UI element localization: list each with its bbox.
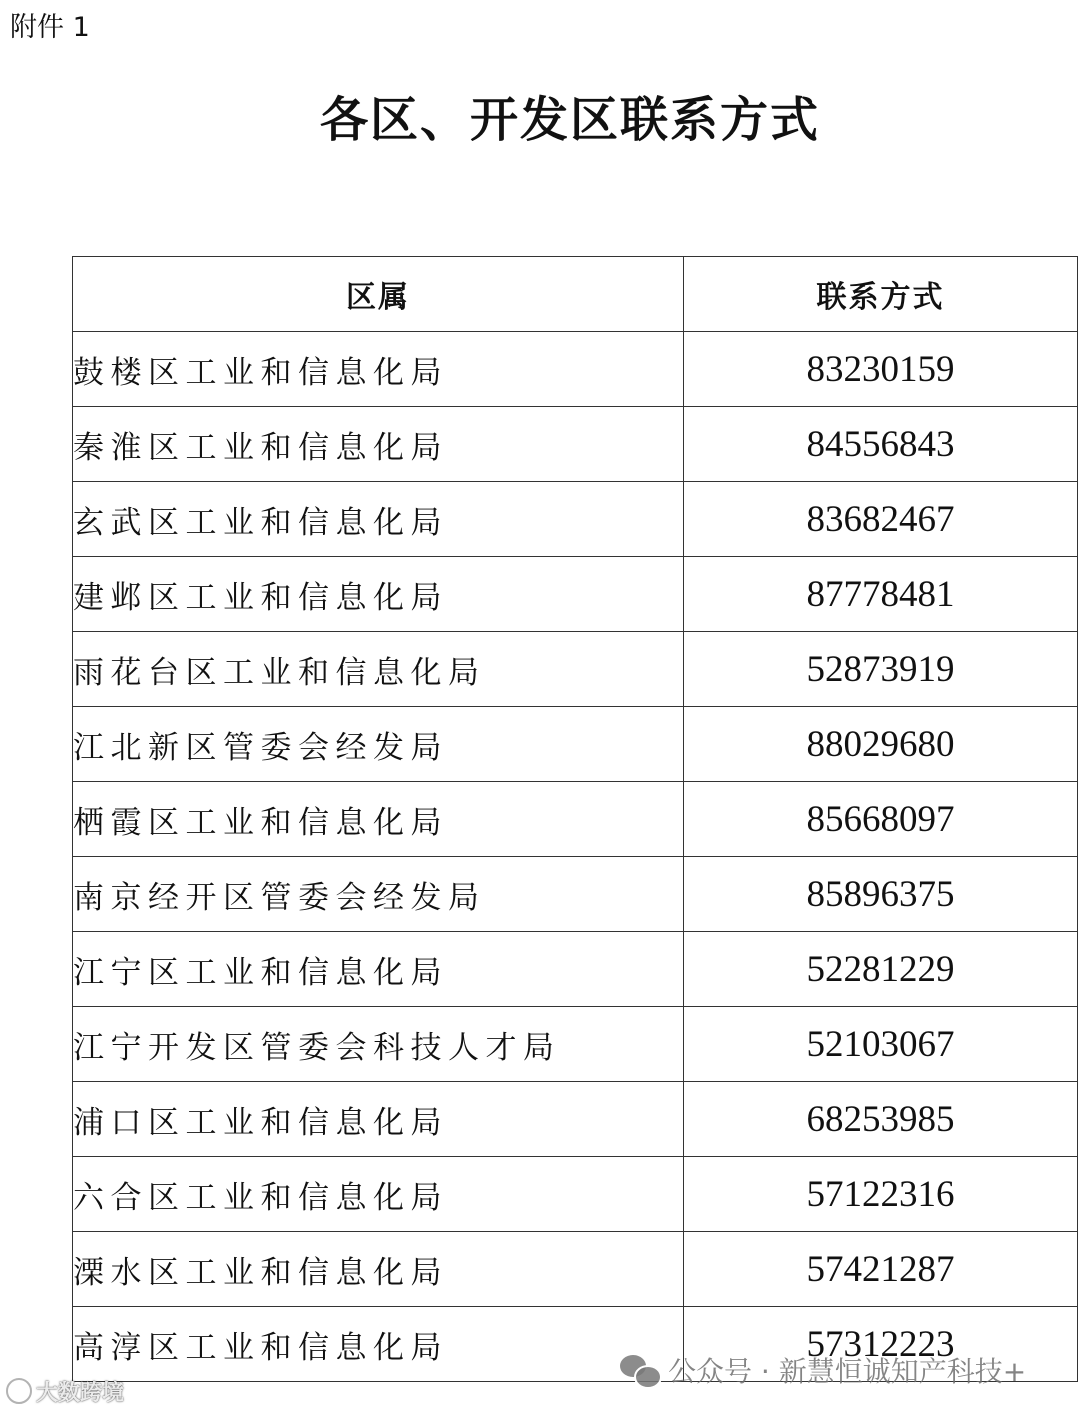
phone-cell: 57122316 [684,1157,1078,1232]
district-cell: 鼓楼区工业和信息化局 [73,332,684,407]
district-cell: 南京经开区管委会经发局 [73,857,684,932]
table-row [73,332,1078,407]
table-row [73,482,1078,557]
table-row [73,707,1078,782]
district-cell: 栖霞区工业和信息化局 [73,782,684,857]
attachment-label: 附件 1 [10,12,90,43]
table-row [73,1157,1078,1232]
phone-cell: 84556843 [684,407,1078,482]
district-cell: 秦淮区工业和信息化局 [73,407,684,482]
phone-cell: 52281229 [684,932,1078,1007]
page-title: 各区、开发区联系方式 [319,92,820,148]
table-row [73,1232,1078,1307]
district-cell: 浦口区工业和信息化局 [73,1082,684,1157]
phone-cell: 88029680 [684,707,1078,782]
table-row [73,557,1078,632]
table-header-row [73,257,1078,332]
contacts-table [72,256,1078,1382]
district-cell: 建邺区工业和信息化局 [73,557,684,632]
phone-cell: 52103067 [684,1007,1078,1082]
watermark-right-text: 公众号 · 新慧恒诚知产科技+ [668,1355,1027,1388]
table-row [73,932,1078,1007]
phone-cell: 57312223 [684,1307,1078,1382]
weibo-icon [6,1378,32,1404]
phone-cell: 83230159 [684,332,1078,407]
phone-cell: 83682467 [684,482,1078,557]
watermark-left [6,1378,124,1409]
district-cell: 江宁区工业和信息化局 [73,932,684,1007]
district-cell: 雨花台区工业和信息化局 [73,632,684,707]
district-cell: 玄武区工业和信息化局 [73,482,684,557]
phone-cell: 52873919 [684,632,1078,707]
table-row [73,1007,1078,1082]
table-row [73,782,1078,857]
table-row [73,407,1078,482]
phone-cell: 85668097 [684,782,1078,857]
phone-cell: 68253985 [684,1082,1078,1157]
phone-cell: 57421287 [684,1232,1078,1307]
district-cell: 高淳区工业和信息化局 [73,1307,684,1382]
phone-cell: 87778481 [684,557,1078,632]
wechat-icon [620,1355,660,1387]
header-contact: 联系方式 [684,257,1078,332]
district-cell: 江北新区管委会经发局 [73,707,684,782]
watermark-right [620,1352,1026,1392]
district-cell: 六合区工业和信息化局 [73,1157,684,1232]
table-row [73,857,1078,932]
table-row [73,1082,1078,1157]
district-cell: 溧水区工业和信息化局 [73,1232,684,1307]
district-cell: 江宁开发区管委会科技人才局 [73,1007,684,1082]
table-row [73,632,1078,707]
watermark-left-text: 大数跨境 [36,1381,125,1406]
phone-cell: 85896375 [684,857,1078,932]
header-district: 区属 [73,257,684,332]
